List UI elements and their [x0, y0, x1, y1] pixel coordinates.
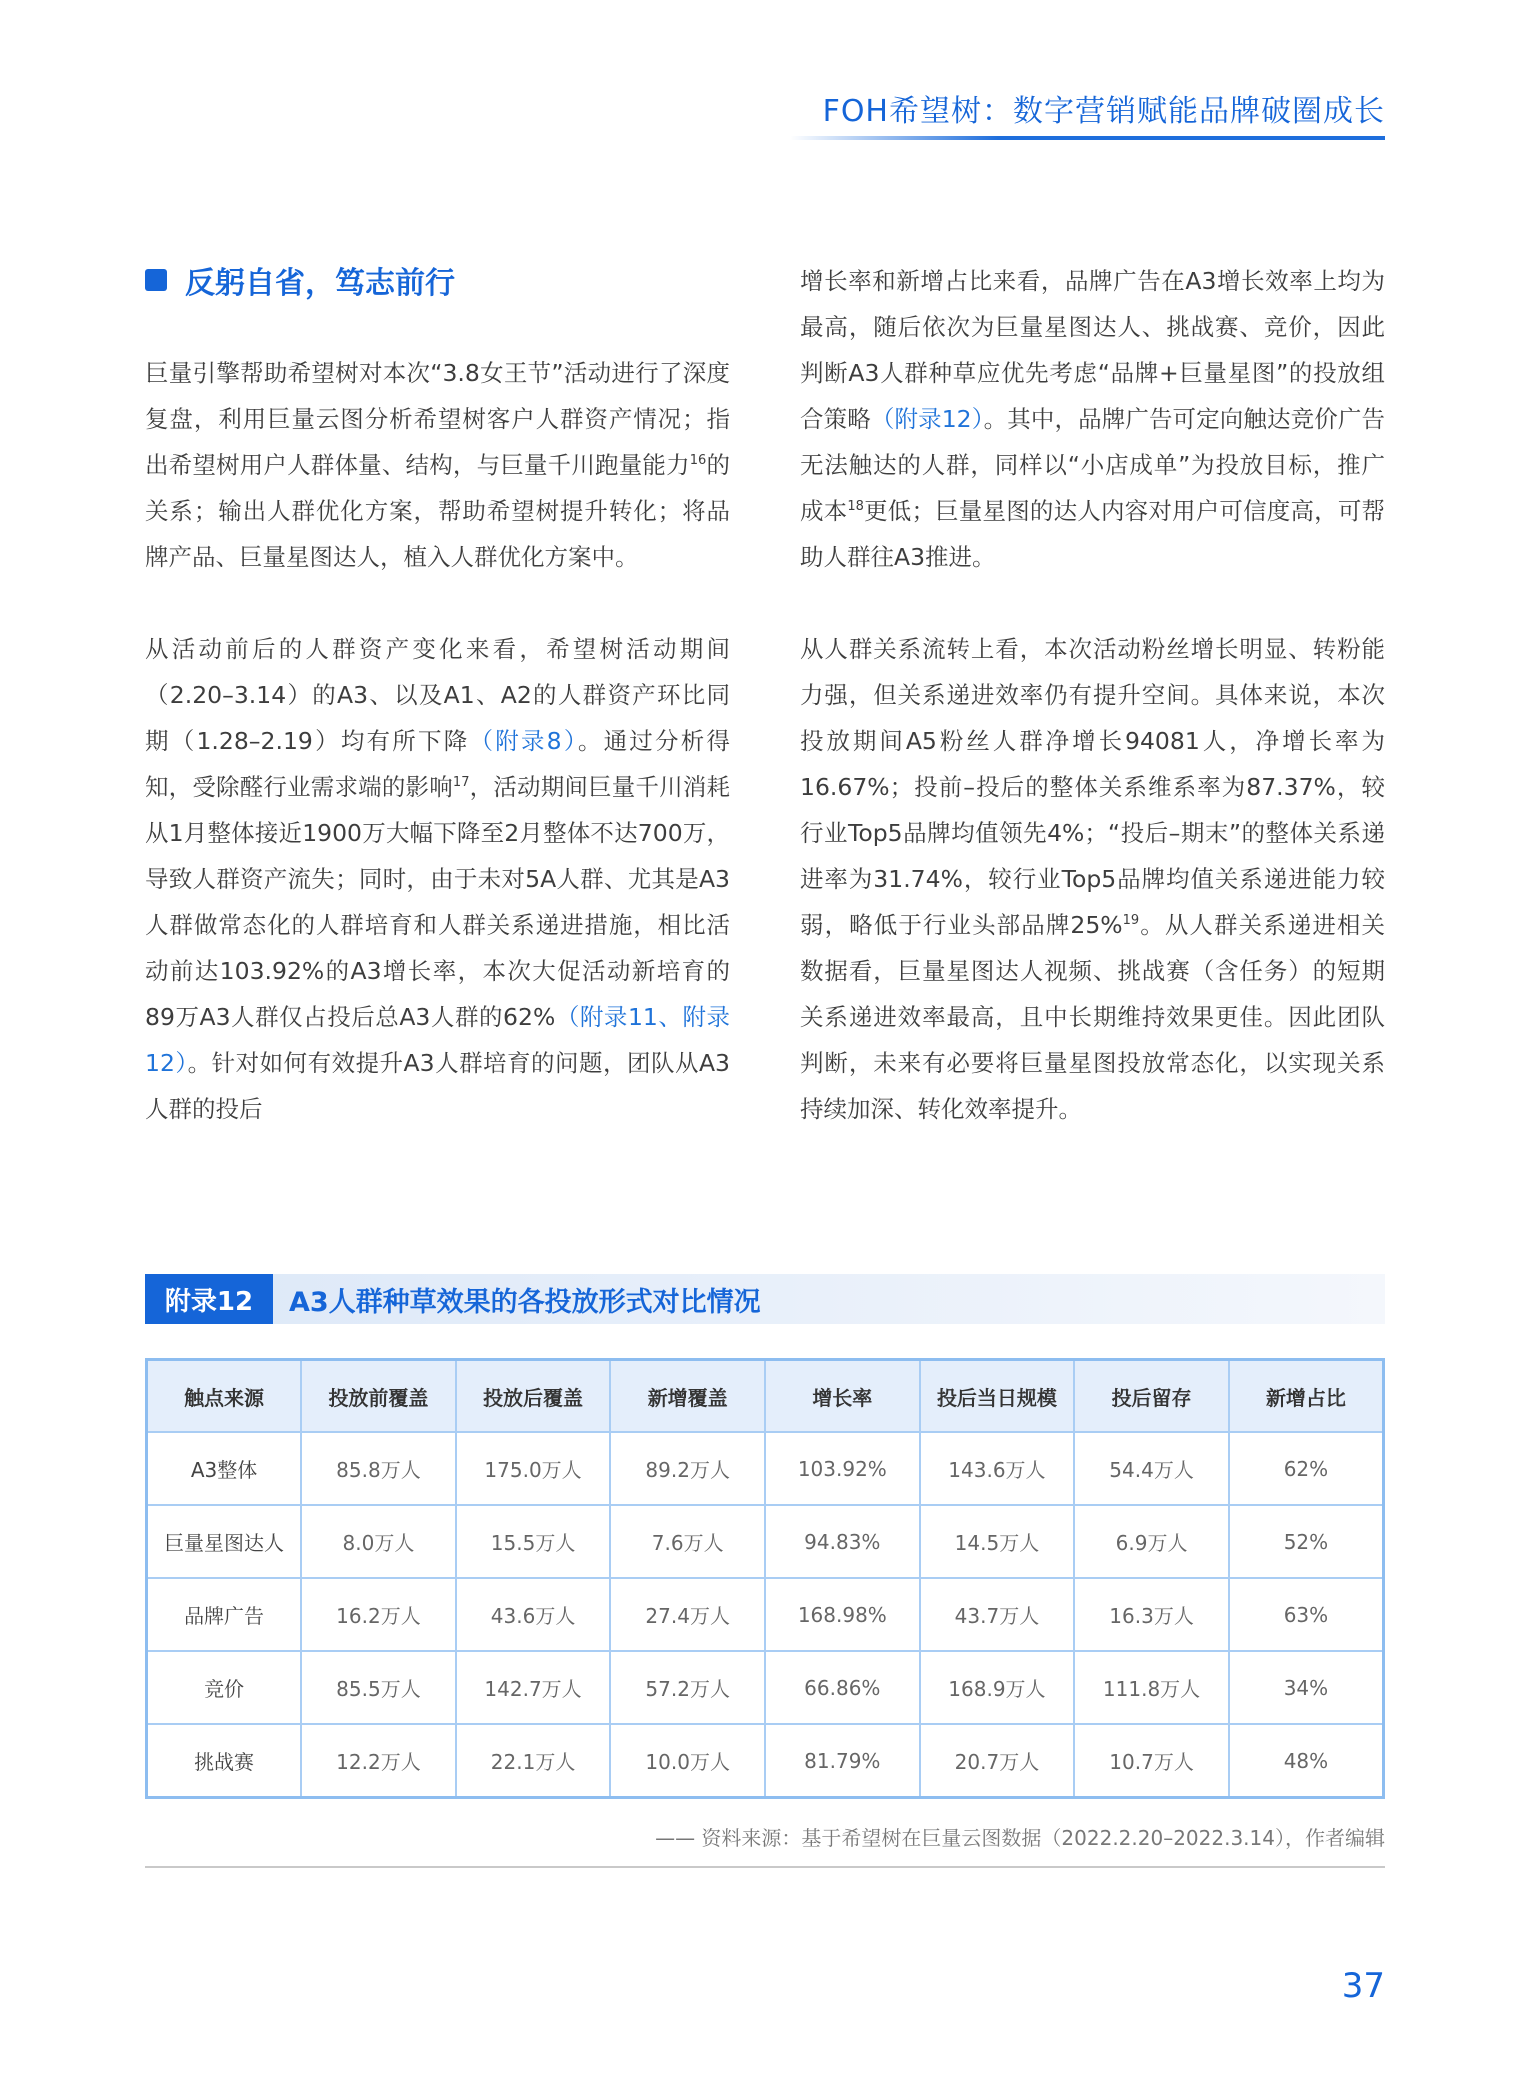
left-column: [145, 350, 730, 1132]
footnote-marker[interactable]: 19: [1122, 913, 1140, 928]
footnote-marker[interactable]: 16: [689, 453, 707, 468]
right-column: [800, 258, 1385, 1132]
bottom-divider: [145, 1866, 1385, 1868]
square-bullet-icon: [145, 269, 167, 291]
table-cell: 挑战赛: [147, 1724, 302, 1798]
table-cell: 巨量星图达人: [147, 1505, 302, 1578]
source-note: —— 资料来源：基于希望树在巨量云图数据（2022.2.20–2022.3.14），作者编辑: [655, 1826, 1385, 1850]
table-cell: 10.0万人: [610, 1724, 765, 1798]
table-cell: 85.8万人: [301, 1432, 456, 1505]
text-run: 。其中，品牌广告可定向触达竞价广告无法触达的人群，同样以“小店成单”为投放目标，推广成本: [800, 405, 1386, 525]
table-cell: 89.2万人: [610, 1432, 765, 1505]
table-cell: 43.7万人: [920, 1578, 1075, 1651]
table-row: [147, 1578, 1384, 1651]
paragraph: [800, 626, 1385, 1132]
table-row: [147, 1724, 1384, 1798]
table-cell: 8.0万人: [301, 1505, 456, 1578]
footnote-marker[interactable]: 17: [452, 775, 470, 790]
paragraph: [800, 258, 1385, 580]
table-cell: 175.0万人: [456, 1432, 611, 1505]
table-cell: 12.2万人: [301, 1724, 456, 1798]
table-cell: 20.7万人: [920, 1724, 1075, 1798]
appendix-title: A3人群种草效果的各投放形式对比情况: [289, 1286, 761, 1318]
table-cell: 66.86%: [765, 1651, 920, 1724]
text-run: 增长率和新增占比来看，品牌广告在A3增长效率上均为最高，随后依次为巨量星图达人、挑战赛、竞价，因此判断A3人群种草应优先考虑“品牌+巨量星图”的投放组合策略: [800, 267, 1385, 433]
table-cell: 10.7万人: [1074, 1724, 1229, 1798]
table-cell: 品牌广告: [147, 1578, 302, 1651]
table-cell: 168.98%: [765, 1578, 920, 1651]
text-run: 更低；巨量星图的达人内容对用户可信度高，可帮助人群往A3推进。: [800, 497, 1386, 571]
comparison-table: [145, 1358, 1385, 1799]
table-cell: A3整体: [147, 1432, 302, 1505]
appendix-link[interactable]: （附录8）: [469, 727, 578, 755]
comparison-table-container: [145, 1358, 1385, 1799]
header-title: FOH希望树：数字营销赋能品牌破圈成长: [822, 94, 1385, 129]
appendix-title-bar: [145, 1274, 1385, 1324]
text-run: 从活动前后的人群资产变化来看，希望树活动期间（2.20–3.14）的A3、以及A1、A2的人群资产环比同期（1.28–2.19）均有所下降: [145, 635, 730, 755]
column-header: 投后当日规模: [920, 1360, 1075, 1433]
text-run: 巨量引擎帮助希望树对本次“3.8女王节”活动进行了深度复盘，利用巨量云图分析希望树客户人群资产情况；指出希望树用户人群体量、结构，与巨量千川跑量能力: [145, 359, 730, 479]
table-cell: 57.2万人: [610, 1651, 765, 1724]
column-header: 增长率: [765, 1360, 920, 1433]
table-cell: 15.5万人: [456, 1505, 611, 1578]
page-number: 37: [1341, 1966, 1385, 2006]
header-rule: [790, 136, 1385, 140]
table-row: [147, 1505, 1384, 1578]
footnote-marker[interactable]: 18: [847, 499, 864, 514]
table-cell: 6.9万人: [1074, 1505, 1229, 1578]
paragraph: [145, 350, 730, 580]
section-heading-text: 反躬自省，笃志前行: [185, 266, 455, 301]
paragraph-gap: [145, 580, 730, 626]
table-cell: 94.83%: [765, 1505, 920, 1578]
text-run: 。针对如何有效提升A3人群培育的问题，团队从A3人群的投后: [145, 1049, 730, 1123]
table-cell: 54.4万人: [1074, 1432, 1229, 1505]
section-heading: [145, 258, 455, 302]
column-header: 新增占比: [1229, 1360, 1384, 1433]
table-cell: 62%: [1229, 1432, 1384, 1505]
table-cell: 22.1万人: [456, 1724, 611, 1798]
table-header-row: [147, 1360, 1384, 1433]
table-cell: 142.7万人: [456, 1651, 611, 1724]
text-run: 的关系；输出人群优化方案，帮助希望树提升转化；将品牌产品、巨量星图达人，植入人群优化方案中。: [145, 451, 731, 571]
paragraph-gap: [800, 580, 1385, 626]
table-cell: 43.6万人: [456, 1578, 611, 1651]
text-run: 从人群关系流转上看，本次活动粉丝增长明显、转粉能力强，但关系递进效率仍有提升空间。具体来说，本次投放期间A5粉丝人群净增长94081人，净增长率为16.67%；投前–投后的整体关系维系率为87.37%，较行业Top5品牌均值领先4%；“投后–期末”的整体关系递进率为31.74%，较行业Top5品牌均值关系递进能力较弱，略低于行业头部品牌25%: [800, 635, 1385, 939]
table-cell: 63%: [1229, 1578, 1384, 1651]
appendix-link[interactable]: （附录12）: [870, 405, 984, 433]
table-cell: 16.2万人: [301, 1578, 456, 1651]
text-run: ，活动期间巨量千川消耗从1月整体接近1900万大幅下降至2月整体不达700万，导致人群资产流失；同时，由于未对5A人群、尤其是A3人群做常态化的人群培育和人群关系递进措施，相比活动前达103.92%的A3增长率，本次大促活动新培育的89万A3人群仅占投后总A3人群的62%: [145, 773, 731, 1031]
column-header: 触点来源: [147, 1360, 302, 1433]
table-cell: 52%: [1229, 1505, 1384, 1578]
table-cell: 14.5万人: [920, 1505, 1075, 1578]
text-run: 。通过分析得知，受除醛行业需求端的影响: [145, 727, 730, 801]
table-row: [147, 1651, 1384, 1724]
column-header: 新增覆盖: [610, 1360, 765, 1433]
column-header: 投放前覆盖: [301, 1360, 456, 1433]
table-cell: 27.4万人: [610, 1578, 765, 1651]
appendix-tag: 附录12: [145, 1274, 273, 1324]
table-row: [147, 1432, 1384, 1505]
table-cell: 168.9万人: [920, 1651, 1075, 1724]
text-run: 。从人群关系递进相关数据看，巨量星图达人视频、挑战赛（含任务）的短期关系递进效率最高，且中长期维持效果更佳。因此团队判断，未来有必要将巨量星图投放常态化，以实现关系持续加深、转化效率提升。: [800, 911, 1386, 1123]
column-header: 投后留存: [1074, 1360, 1229, 1433]
appendix-link[interactable]: （附录11、附录12）: [145, 1003, 730, 1077]
table-cell: 7.6万人: [610, 1505, 765, 1578]
table-cell: 34%: [1229, 1651, 1384, 1724]
column-header: 投放后覆盖: [456, 1360, 611, 1433]
table-cell: 111.8万人: [1074, 1651, 1229, 1724]
table-cell: 143.6万人: [920, 1432, 1075, 1505]
table-cell: 81.79%: [765, 1724, 920, 1798]
table-cell: 103.92%: [765, 1432, 920, 1505]
table-cell: 48%: [1229, 1724, 1384, 1798]
paragraph: [145, 626, 730, 1132]
table-cell: 16.3万人: [1074, 1578, 1229, 1651]
table-cell: 竞价: [147, 1651, 302, 1724]
table-cell: 85.5万人: [301, 1651, 456, 1724]
